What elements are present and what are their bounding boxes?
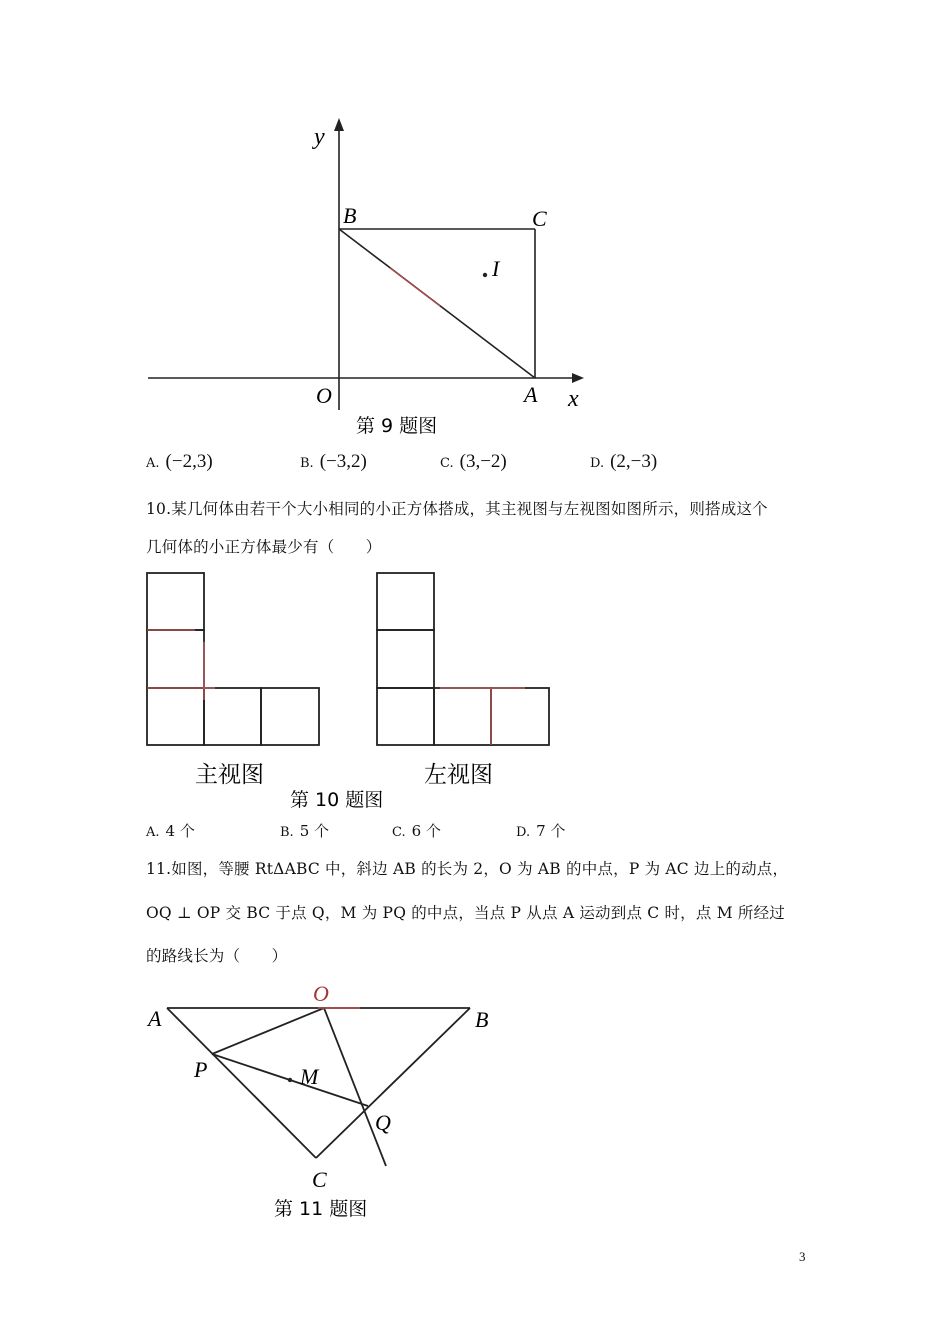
q11-text-line3: 的路线长为（ ）: [146, 947, 288, 965]
segment-OP: [212, 1008, 324, 1054]
option-label: D.: [590, 456, 605, 471]
x-axis-arrow: [572, 373, 584, 383]
option-value: (3,−2): [459, 451, 507, 472]
label-x: x: [568, 386, 579, 412]
label-C: C: [532, 206, 547, 231]
label-A: A: [524, 382, 538, 407]
front-view-square: [147, 688, 204, 745]
figure-11: [0, 970, 950, 1230]
page-number: 3: [799, 1249, 806, 1264]
front-view-square: [261, 688, 319, 745]
label-C: C: [312, 1167, 327, 1192]
q11-text-line2: OQ ⊥ OP 交 BC 于点 Q，M 为 PQ 的中点，当点 P 从点 A 运动到点 C 时，点 M 所经过: [146, 904, 785, 922]
option-value: 6 个: [411, 822, 441, 840]
fig10-caption: 第 10 题图: [290, 789, 384, 811]
option-label: A.: [146, 825, 160, 840]
segment-BA-highlight: [390, 268, 440, 306]
front-view-square: [204, 688, 261, 745]
option-label: A.: [146, 456, 160, 471]
fig9-caption: 第 9 题图: [356, 415, 438, 437]
q9-option-a[interactable]: [146, 451, 213, 473]
label-B: B: [343, 203, 357, 228]
q10-option-a[interactable]: [146, 820, 195, 841]
q10-text-line2: 几何体的小正方体最少有（ ）: [146, 538, 382, 556]
q10-option-d[interactable]: [516, 820, 565, 841]
label-A: A: [148, 1006, 162, 1031]
front-view-square: [147, 630, 204, 688]
segment-AC: [167, 1008, 316, 1158]
fig11-caption: 第 11 题图: [274, 1198, 368, 1220]
label-O: O: [313, 981, 329, 1006]
label-M: M: [300, 1064, 319, 1089]
option-value: 5 个: [299, 822, 329, 840]
left-view-square: [377, 688, 434, 745]
option-label: C.: [440, 456, 454, 471]
segment-BC: [316, 1008, 470, 1158]
label-y: y: [314, 124, 325, 150]
q9-option-d[interactable]: [590, 451, 657, 473]
label-I: I: [492, 256, 500, 281]
option-value: (2,−3): [610, 451, 658, 472]
q10-option-b[interactable]: [280, 820, 329, 841]
figure-10: [0, 560, 950, 820]
left-view-square: [377, 573, 434, 630]
label-Q: Q: [375, 1110, 391, 1135]
q11-text-line1: 11.如图，等腰 RtΔABC 中，斜边 AB 的长为 2，O 为 AB 的中点，P 为 AC 边上的动点，: [146, 860, 789, 878]
option-label: B.: [300, 456, 314, 471]
figure-9: [0, 0, 950, 450]
option-value: (−2,3): [165, 451, 213, 472]
point-M: [288, 1078, 292, 1082]
left-view-label: 左视图: [424, 762, 493, 788]
option-label: D.: [516, 825, 531, 840]
option-value: 4 个: [165, 822, 195, 840]
point-I: [483, 273, 487, 277]
label-P: P: [194, 1057, 208, 1082]
q10-text-line1: 10.某几何体由若干个大小相同的小正方体搭成，其主视图与左视图如图所示，则搭成这个: [146, 500, 768, 518]
front-view-square: [147, 573, 204, 630]
option-value: 7 个: [536, 822, 566, 840]
option-label: B.: [280, 825, 294, 840]
label-B: B: [475, 1007, 489, 1032]
option-value: (−3,2): [319, 451, 367, 472]
q9-option-b[interactable]: [300, 451, 367, 473]
q9-option-c[interactable]: [440, 451, 507, 473]
label-O: O: [316, 383, 332, 408]
front-view-label: 主视图: [195, 762, 264, 788]
q10-option-c[interactable]: [392, 820, 441, 841]
y-axis-arrow: [334, 118, 344, 131]
option-label: C.: [392, 825, 406, 840]
left-view-square: [377, 630, 434, 688]
left-view-square: [491, 688, 549, 745]
left-view-square: [434, 688, 491, 745]
